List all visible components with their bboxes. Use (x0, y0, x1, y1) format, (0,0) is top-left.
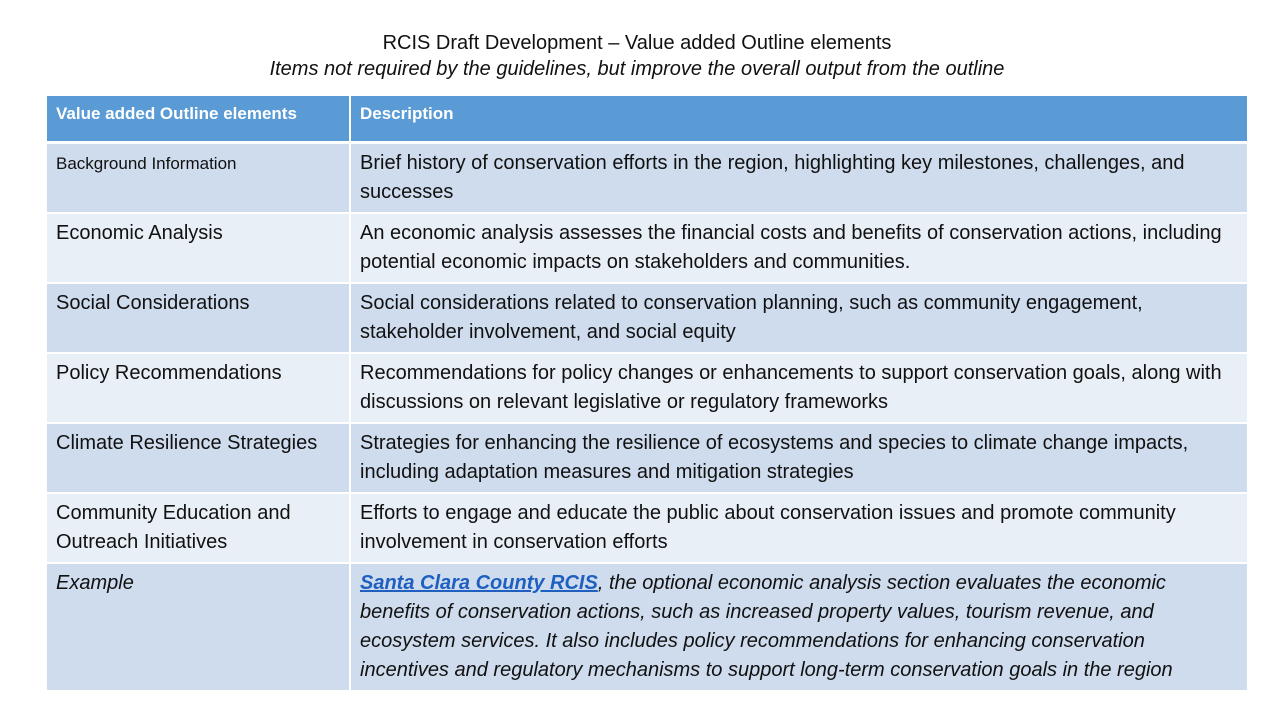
santa-clara-rcis-link[interactable]: Santa Clara County RCIS (360, 572, 598, 594)
table-header-row (47, 96, 1248, 143)
row-description: Brief history of conservation efforts in the region, highlighting key milestones, challenges, and successes (350, 143, 1248, 214)
table-row (47, 423, 1248, 493)
column-header-description: Description (350, 96, 1248, 143)
row-description: Social considerations related to conservation planning, such as community engagement, stakeholder involvement, and social equity (350, 283, 1248, 353)
slide-title-block (0, 30, 1274, 82)
row-element-label: Community Education and Outreach Initiatives (47, 493, 350, 563)
table-row (47, 213, 1248, 283)
row-element-label: Climate Resilience Strategies (47, 423, 350, 493)
row-element-label: Background Information (47, 143, 350, 214)
example-text: , the optional economic analysis section evaluates the economic benefits of conservation actions, such as increased property values, tourism revenue, and ecosystem services. It also includes policy recommendations for enhancing conservation incentives and regulatory mechanisms to support long-term conservation goals in the region (360, 572, 1173, 681)
example-label: Example (47, 563, 350, 691)
row-element-label: Economic Analysis (47, 213, 350, 283)
row-description: Efforts to engage and educate the public about conservation issues and promote community involvement in conservation efforts (350, 493, 1248, 563)
slide-subtitle: Items not required by the guidelines, but improve the overall output from the outline (269, 58, 1005, 80)
row-element-label: Social Considerations (47, 283, 350, 353)
row-element-label: Policy Recommendations (47, 353, 350, 423)
row-description: Strategies for enhancing the resilience of ecosystems and species to climate change impacts, including adaptation measures and mitigation strategies (350, 423, 1248, 493)
slide-title: RCIS Draft Development – Value added Outline elements (382, 32, 892, 54)
column-header-element: Value added Outline elements (47, 96, 350, 143)
table-row (47, 353, 1248, 423)
example-description (350, 563, 1248, 691)
outline-elements-table (47, 96, 1249, 692)
table-row (47, 493, 1248, 563)
row-description: An economic analysis assesses the financial costs and benefits of conservation actions, including potential economic impacts on stakeholders and communities. (350, 213, 1248, 283)
example-row (47, 563, 1248, 691)
table-row (47, 143, 1248, 214)
table-row (47, 283, 1248, 353)
row-description: Recommendations for policy changes or enhancements to support conservation goals, along with discussions on relevant legislative or regulatory frameworks (350, 353, 1248, 423)
